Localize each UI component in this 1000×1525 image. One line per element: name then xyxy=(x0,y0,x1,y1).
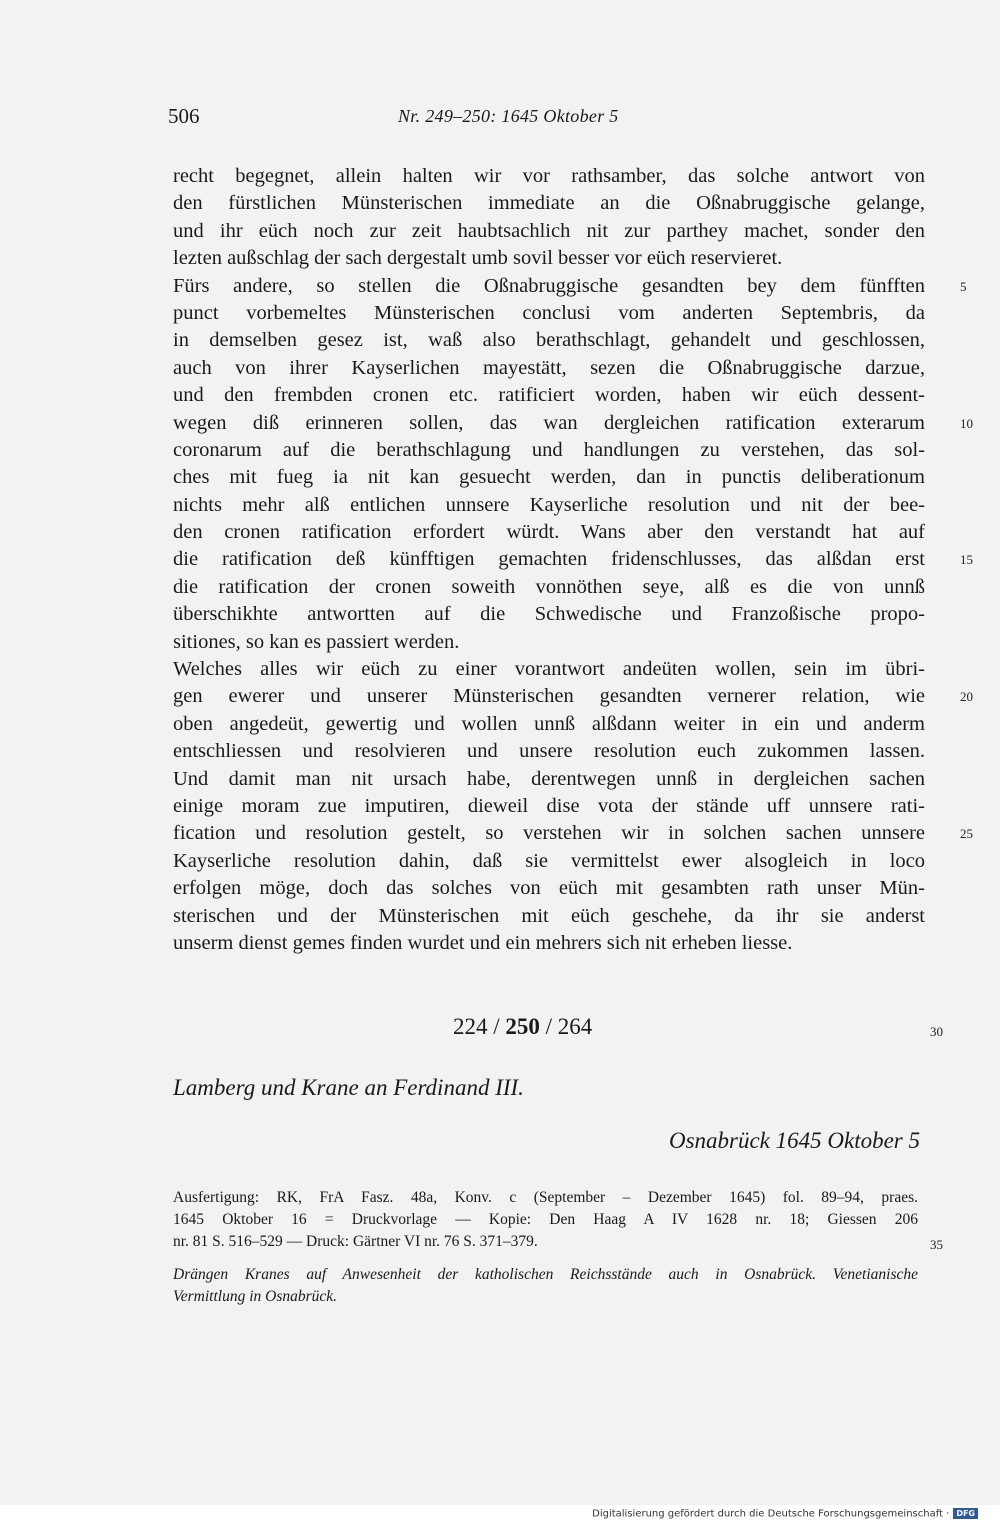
number-separator: / xyxy=(487,1014,506,1039)
text-line xyxy=(173,355,925,382)
text-line xyxy=(173,820,973,847)
document-summary xyxy=(173,1264,918,1308)
text-line-content: coronarum auf die berathschlagung und handlungen zu verstehen, das sol- xyxy=(173,438,925,461)
text-line xyxy=(173,683,973,710)
text-line xyxy=(173,382,925,409)
text-line xyxy=(173,437,925,464)
text-line xyxy=(173,766,925,793)
document-number-prev: 224 xyxy=(453,1014,488,1039)
text-line xyxy=(173,519,925,546)
text-line xyxy=(173,245,925,272)
place-date: Osnabrück 1645 Oktober 5 xyxy=(668,1128,920,1153)
text-line-content: gen ewerer und unserer Münsterischen gesandten vernerer relation, wie xyxy=(173,685,925,708)
line-number: 20 xyxy=(960,689,973,705)
text-line xyxy=(173,930,925,957)
text-line xyxy=(173,273,967,300)
number-separator: / xyxy=(539,1014,558,1039)
text-line-content: unserm dienst gemes finden wurdet und ein mehrers sich nit erheben liesse. xyxy=(173,931,793,954)
text-line xyxy=(173,410,973,437)
line-number: 35 xyxy=(930,1237,943,1252)
text-line xyxy=(173,656,925,683)
text-line-content: recht begegnet, allein halten wir vor rathsamber, das solche antwort von xyxy=(173,165,925,187)
text-line-content: den cronen ratification erfordert würdt. Wans aber den verstandt hat auf xyxy=(173,521,925,544)
text-line xyxy=(173,546,973,573)
line-number: 5 xyxy=(960,278,967,294)
letter-body xyxy=(173,163,973,957)
line-number: 25 xyxy=(960,826,973,842)
line-number: 10 xyxy=(960,415,973,431)
text-line-content: Und damit man nit ursach habe, derentwegen unnß in dergleichen sachen xyxy=(173,767,925,790)
document-number-next: 264 xyxy=(557,1014,593,1039)
text-line xyxy=(173,300,925,327)
document-number xyxy=(453,1014,592,1040)
text-line-content: den fürstlichen Münsterischen immediate an die Oßnabruggische gelange, xyxy=(173,192,925,215)
text-line xyxy=(173,601,925,628)
text-line-content: punct vorbemeltes Münsterischen conclusi vom anderten Septembris, da xyxy=(173,301,925,324)
document-title: Lamberg und Krane an Ferdinand III. xyxy=(173,1075,524,1100)
text-line-content: überschikhte antwortten auf die Schwedische und Franzoßische propo- xyxy=(173,603,925,626)
line-number: 15 xyxy=(960,552,973,568)
text-line-content: erfolgen möge, doch das solches von eüch mit gesambten rath unser Mün- xyxy=(173,877,925,900)
text-line-content: Fürs andere, so stellen die Oßnabruggische gesandten bey dem fünfften xyxy=(173,274,925,297)
text-line xyxy=(173,190,925,217)
text-line-content: fication und resolution gestelt, so verstehen wir in solchen sachen unnsere xyxy=(173,822,925,845)
text-line xyxy=(173,875,925,902)
document-number-current: 250 xyxy=(505,1014,540,1039)
credit-text: Digitalisierung gefördert durch die Deutsche Forschungsgemeinschaft xyxy=(592,1508,943,1520)
text-line xyxy=(173,163,925,190)
text-line-content: entschliessen und resolvieren und unsere resolution euch zukommen lassen. xyxy=(173,740,925,763)
text-line-content: Kayserliche resolution dahin, daß sie vermittelst ewer alsogleich in loco xyxy=(173,849,925,872)
text-line-content: nichts mehr alß entlichen unnsere Kayserliche resolution und nit der bee- xyxy=(173,493,925,516)
line-number: 30 xyxy=(930,1024,943,1039)
text-line-content: lezten außschlag der sach dergestalt umb sovil besser vor eüch reservieret. xyxy=(173,247,783,270)
text-line xyxy=(173,218,925,245)
source-line: 1645 Oktober 16 = Druckvorlage — Kopie: Den Haag A IV 1628 nr. 18; Giessen 206 xyxy=(173,1211,918,1228)
text-line xyxy=(173,903,925,930)
text-line-content: die ratification der cronen soweith vonnöthen seye, alß es die von unnß xyxy=(173,575,925,598)
text-line xyxy=(173,848,925,875)
text-line-content: sterischen und der Münsterischen mit eüch geschehe, da ihr sie anderst xyxy=(173,904,925,927)
text-line-content: wegen diß erinneren sollen, das wan dergleichen ratification exterarum xyxy=(173,411,925,434)
text-line-content: einige moram zue imputiren, dieweil dise vota der stände uff unnsere rati- xyxy=(173,794,925,817)
text-line xyxy=(173,629,925,656)
source-apparatus xyxy=(173,1187,918,1253)
running-head: Nr. 249–250: 1645 Oktober 5 xyxy=(398,106,619,126)
summary-line: Vermittlung in Osnabrück. xyxy=(173,1288,338,1305)
source-line: nr. 81 S. 516–529 — Druck: Gärtner VI nr. 76 S. 371–379. xyxy=(173,1233,538,1250)
digitization-credit: Digitalisierung gefördert durch die Deutsche Forschungsgemeinschaft · DFG xyxy=(592,1508,978,1520)
page-number: 506 xyxy=(168,104,200,128)
dfg-logo: DFG xyxy=(953,1508,978,1519)
summary-line: Drängen Kranes auf Anwesenheit der katholischen Reichsstände auch in Osnabrück. Venetianische xyxy=(173,1266,918,1283)
text-line-content: in demselben gesez ist, waß also berathschlagt, gehandelt und geschlossen, xyxy=(173,329,925,352)
text-line-content: sitiones, so kan es passiert werden. xyxy=(173,630,460,653)
text-line xyxy=(173,492,925,519)
text-line xyxy=(173,738,925,765)
text-line-content: oben angedeüt, gewertig und wollen unnß alßdann weiter in ein und anderm xyxy=(173,712,925,735)
text-line-content: und ihr eüch noch zur zeit haubtsachlich nit zur parthey machet, sonder den xyxy=(173,219,925,242)
page-header xyxy=(168,104,920,134)
text-line-content: auch von ihrer Kayserlichen mayestätt, sezen die Oßnabruggische darzue, xyxy=(173,356,925,379)
text-line xyxy=(173,711,925,738)
text-line-content: und den frembden cronen etc. ratificiert worden, haben wir eüch dessent- xyxy=(173,384,925,407)
text-line xyxy=(173,464,925,491)
source-line: Ausfertigung: RK, FrA Fasz. 48a, Konv. c (September – Dezember 1645) fol. 89–94, praes. xyxy=(173,1189,918,1206)
text-line-content: Welches alles wir eüch zu einer vorantwort andeüten wollen, sein im übri- xyxy=(173,658,925,681)
text-line xyxy=(173,574,925,601)
text-line xyxy=(173,793,925,820)
text-line-content: ches mit fueg ia nit kan gesuecht werden, dan in punctis deliberationum xyxy=(173,466,925,489)
text-line-content: die ratification deß künfftigen gemachten fridenschlusses, das alßdan erst xyxy=(173,548,925,571)
text-line xyxy=(173,327,925,354)
